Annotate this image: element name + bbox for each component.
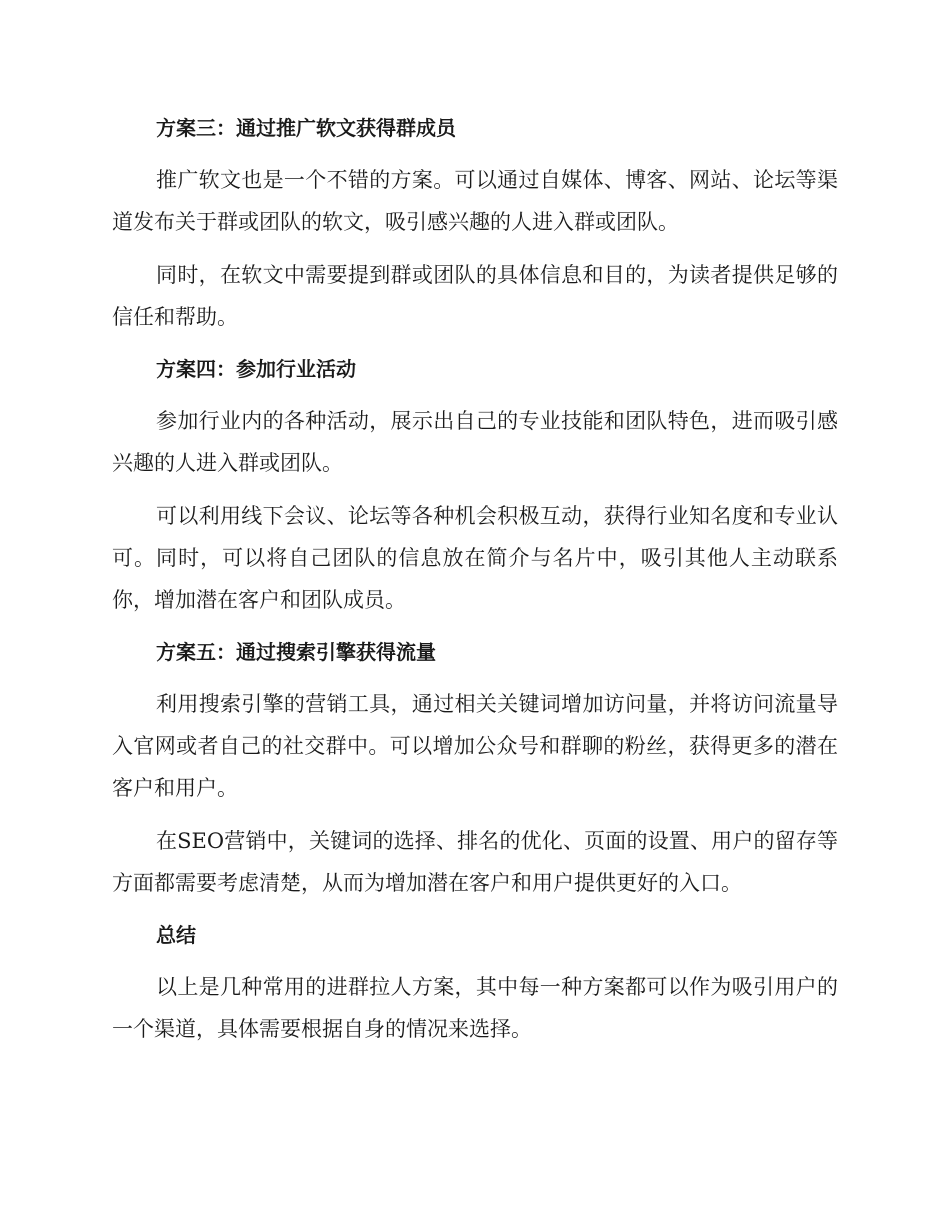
paragraph: 可以利用线下会议、论坛等各种机会积极互动，获得行业知名度和专业认可。同时，可以将自己团队的信息放在简介与名片中，吸引其他人主动联系你，增加潜在客户和团队成员。 bbox=[112, 504, 838, 612]
document-page bbox=[112, 108, 838, 1050]
paragraph: 在SEO营销中，关键词的选择、排名的优化、页面的设置、用户的留存等方面都需要考虑清楚，从而为增加潜在客户和用户提供更好的入口。 bbox=[112, 829, 838, 895]
summary-heading: 总结 bbox=[156, 923, 196, 947]
section-heading: 方案四：参加行业活动 bbox=[156, 357, 356, 381]
section-heading: 方案三：通过推广软文获得群成员 bbox=[156, 116, 456, 140]
paragraph: 推广软文也是一个不错的方案。可以通过自媒体、博客、网站、论坛等渠道发布关于群或团队的软文，吸引感兴趣的人进入群或团队。 bbox=[112, 168, 838, 234]
section-heading: 方案五：通过搜索引擎获得流量 bbox=[156, 640, 436, 664]
paragraph: 同时，在软文中需要提到群或团队的具体信息和目的，为读者提供足够的信任和帮助。 bbox=[112, 263, 838, 329]
paragraph: 参加行业内的各种活动，展示出自己的专业技能和团队特色，进而吸引感兴趣的人进入群或团队。 bbox=[112, 409, 838, 475]
paragraph: 利用搜索引擎的营销工具，通过相关关键词增加访问量，并将访问流量导入官网或者自己的社交群中。可以增加公众号和群聊的粉丝，获得更多的潜在客户和用户。 bbox=[112, 692, 838, 800]
summary-paragraph: 以上是几种常用的进群拉人方案，其中每一种方案都可以作为吸引用户的一个渠道，具体需要根据自身的情况来选择。 bbox=[112, 975, 838, 1041]
